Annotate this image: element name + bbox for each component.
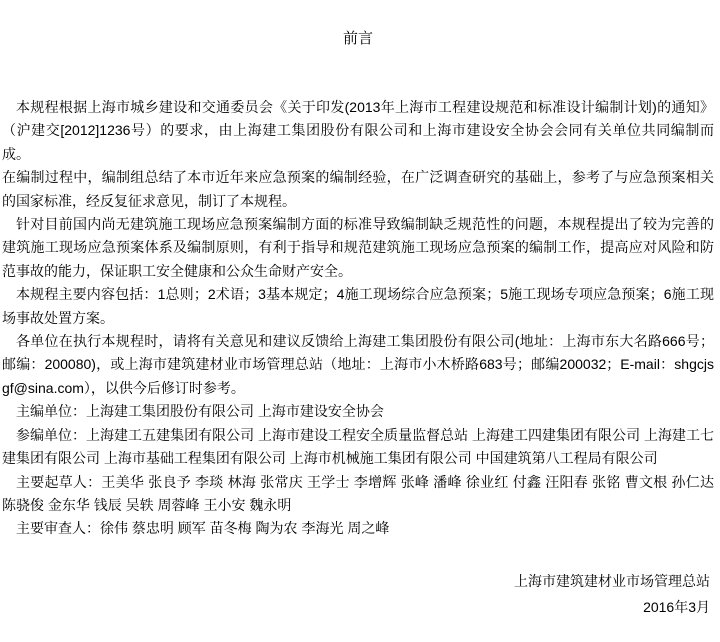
document-body (2, 96, 714, 541)
paragraph-main-reviewers: 主要审查人：徐伟 蔡忠明 顾军 苗冬梅 陶为农 李海光 周之峰 (16, 520, 390, 537)
footer-issuing-org: 上海市建筑建材业市场管理总站 (514, 572, 710, 589)
paragraph-drafting-process: 在编制过程中，编制组总结了本市近年来应急预案的编制经验，在广泛调查研究的基础上，参考了与应急预案相关的国家标准，经反复征求意见，制订了本规程。 (2, 169, 714, 209)
paragraph-feedback-contact: 各单位在执行本规程时，请将有关意见和建议反馈给上海建工集团股份有限公司(地址：上海市东大名路666号；邮编：200080)，或上海市建筑建材业市场管理总站（地址：上海市小木桥路683号；邮编200032；E-mail：shgcjsgf@sina.com），以供今后修订时参考。 (2, 333, 714, 396)
paragraph-contents: 本规程主要内容包括：1总则；2术语；3基本规定；4施工现场综合应急预案；5施工现场专项应急预案；6施工现场事故处置方案。 (2, 286, 714, 326)
paragraph-main-drafters: 主要起草人：王美华 张良予 李琰 林海 张常庆 王学士 李增辉 张峰 潘峰 徐业红 付鑫 汪阳春 张铭 曹文根 孙仁达 陈骁俊 金东华 钱辰 吴轶 周蓉峰 王小安 魏永明 (2, 473, 714, 513)
page-title: 前言 (342, 30, 373, 47)
footer-date: 2016年3月 (643, 598, 710, 615)
paragraph-basis: 本规程根据上海市城乡建设和交通委员会《关于印发(2013年上海市工程建设规范和标准设计编制计划)的通知》（沪建交[2012]1236号）的要求，由上海建工集团股份有限公司和上海市建设安全协会会同有关单位共同编制而成。 (2, 99, 714, 162)
paragraph-chief-editor-units: 主编单位：上海建工集团股份有限公司 上海市建设安全协会 (16, 403, 384, 420)
document-footer (2, 568, 714, 620)
paragraph-purpose: 针对目前国内尚无建筑施工现场应急预案编制方面的标准导致编制缺乏规范性的问题，本规程提出了较为完善的建筑施工现场应急预案体系及编制原则，有利于指导和规范建筑施工现场应急预案的编制工作，提高应对风险和防范事故的能力，保证职工安全健康和公众生命财产安全。 (2, 216, 714, 279)
paragraph-participating-units: 参编单位：上海建工五建集团有限公司 上海市建设工程安全质量监督总站 上海建工四建集团有限公司 上海建工七建集团有限公司 上海市基础工程集团有限公司 上海市机械施工集团有限公司 中国建筑第八工程局有限公司 (2, 426, 714, 467)
